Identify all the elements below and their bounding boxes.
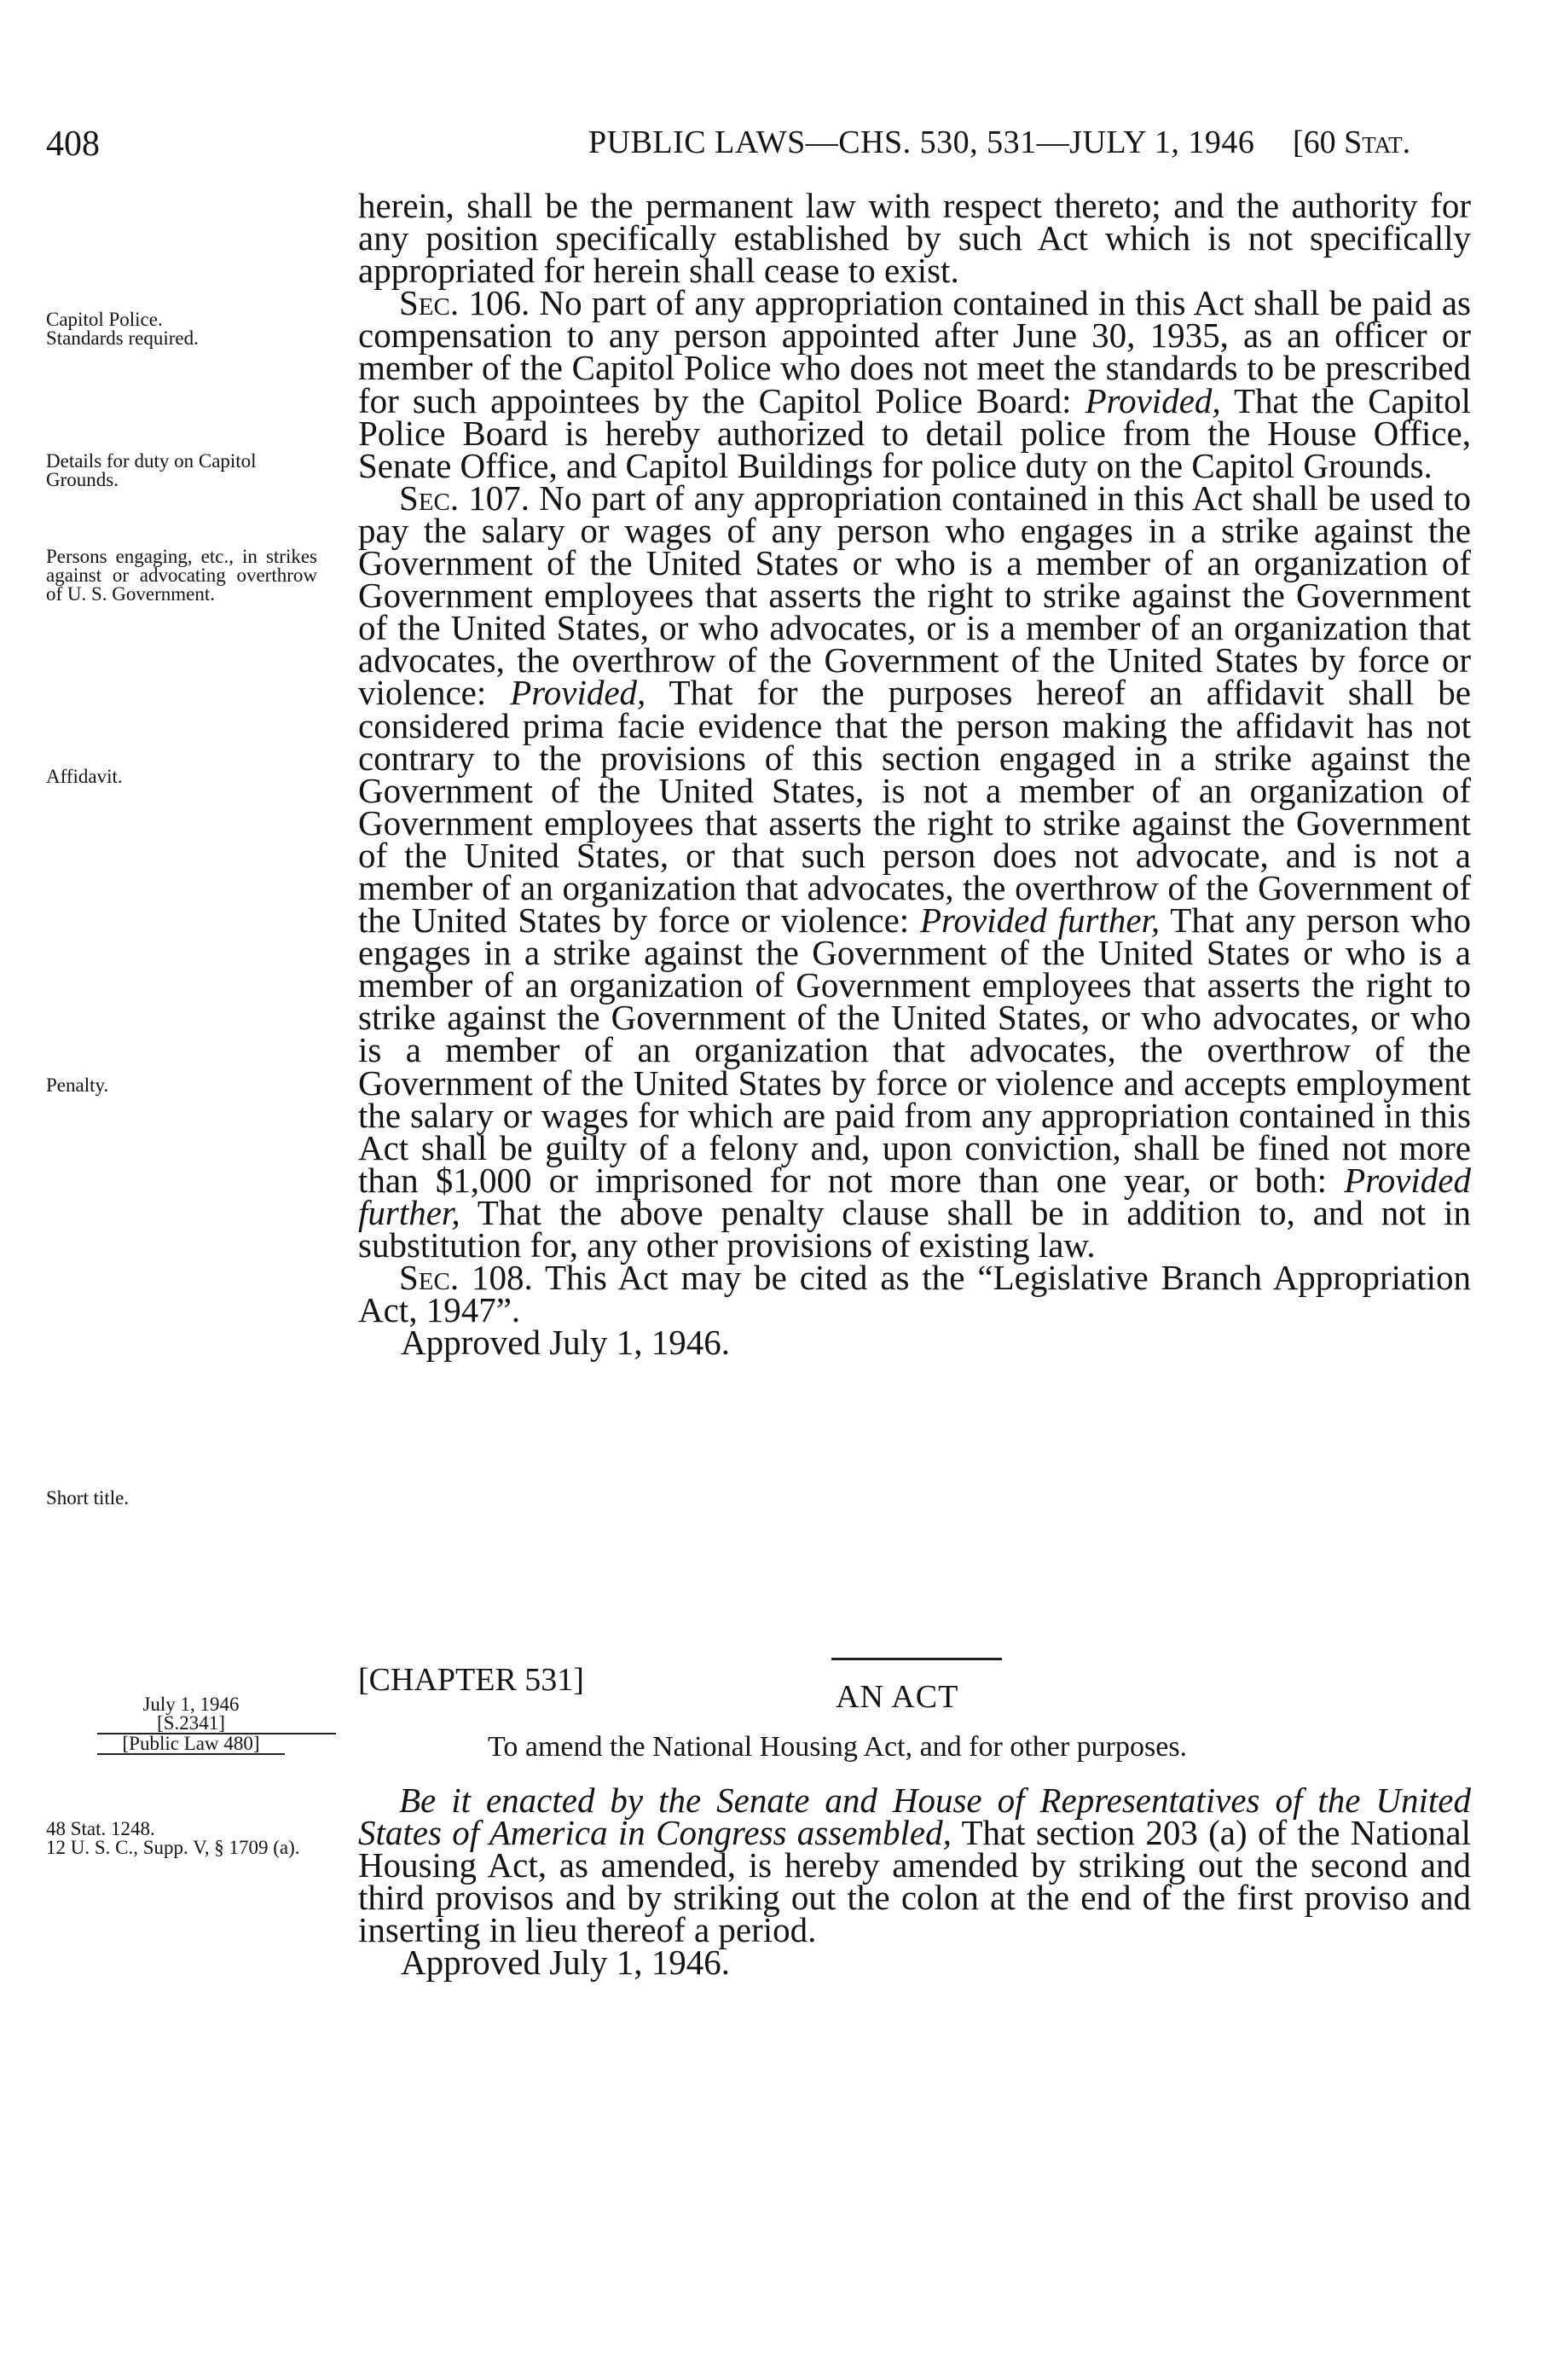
approval-date: July 1, 1946 [142, 1694, 240, 1715]
section-106 [358, 283, 1472, 485]
senate-bill: [S.2341] [157, 1712, 225, 1734]
margin-note-details-for-duty: Details for duty on Capitol Grounds. [46, 450, 257, 490]
an-act-heading: AN ACT [836, 1679, 959, 1715]
enacting-clause: Be it enacted by the Senate and House of Representatives of the United States of America in Congress assembled, [358, 1781, 1471, 1853]
running-title: PUBLIC LAWS—CHS. 530, 531—JULY 1, 1946 [588, 125, 1255, 160]
approval-line: Approved July 1, 1946. [401, 1943, 731, 1983]
margin-note-short-title: Short title. [46, 1487, 130, 1508]
section-text: That the above penalty clause shall be in addition to, and not in substitution for, any other provisions of existing law. [358, 1192, 1471, 1265]
section-label: Sec. [399, 283, 460, 323]
section-text: That the Capitol Police Board is hereby authorized to detail police from the House Office, Senate Office, and Capitol Buildings for police duty on the Capitol Grounds. [358, 380, 1472, 485]
act-purpose: To amend the National Housing Act, and for other purposes. [488, 1731, 1188, 1763]
margin-note-bill-info [46, 1695, 336, 1755]
margin-note-capitol-police [46, 310, 327, 348]
margin-note-citations [46, 1820, 327, 1857]
margin-note-penalty: Penalty. [46, 1074, 109, 1096]
margin-note-persons-engaging: Persons engaging, etc., in strikes against or advocating overthrow of U. S. Government. [46, 546, 317, 605]
citation: 12 U. S. C., Supp. V, § 1709 (a). [46, 1837, 300, 1858]
section-text: 106. No part of any appropriation contained in this Act shall be paid as compensation to any person appointed after June 30, 1935, as an officer or member of the Capitol Police who does not meet the standards to be prescribed for such appointees by the Capitol Police Board: [358, 283, 1471, 420]
chapter-heading: [CHAPTER 531] [358, 1662, 584, 1698]
opening-paragraph: herein, shall be the permanent law with respect thereto; and the authority for any position specifically established by such Act which is not specifically appropriated for herein shall cease to exist. [358, 186, 1471, 291]
enacting-paragraph [358, 1781, 1471, 1950]
margin-note-affidavit: Affidavit. [46, 766, 123, 787]
chapter-separator-rule [831, 1658, 1002, 1660]
chapter-531-body [358, 1781, 1471, 1983]
section-107 [358, 478, 1471, 1265]
provided-clause: Provided, [510, 673, 646, 713]
section-text: 107. No part of any appropriation contained in this Act shall be used to pay the salary or wages of any person who engages in a strike against the Government of the United States or who is a member of an organization of Government employees that asserts the right to strike against the Government of the United States, or who advocates, or is a member of an organization that advocates, the overthrow of the Government of the United States by force or violence: [358, 478, 1471, 713]
section-text: That section 203 (a) of the National Housing Act, as amended, is hereby amended by striking out the second and third provisos and by striking out the colon at the end of the first proviso and inserting in lieu thereof a period. [358, 1813, 1471, 1950]
page-number: 408 [46, 125, 100, 164]
section-label: Sec. [399, 1258, 460, 1298]
section-108 [358, 1258, 1471, 1330]
statute-reference: [60 Stat. [1293, 125, 1411, 160]
chapter-530-body [358, 186, 1472, 1363]
provided-further-clause: Provided further, [920, 900, 1161, 941]
approval-line: Approved July 1, 1946. [401, 1323, 731, 1363]
section-text: That any person who engages in a strike against the Government of the United States or who is a member of an organization of Government employees that asserts the right to strike against the Government of the United States, or who advocates, or who is a member of an organization that advocates, the overthrow of the Government of the United States by force or violence and accepts employment the salary or wages for which are paid from any appropriation contained in this Act shall be guilty of a felony and, upon conviction, shall be fined not more than $1,000 or imprisoned for not more than one year, or both: [358, 900, 1471, 1200]
margin-note-line: Standards required. [46, 327, 199, 349]
margin-note-line: Capitol Police. [46, 309, 163, 330]
section-label: Sec. [399, 478, 460, 518]
section-text: 108. This Act may be cited as the “Legislative Branch Appropriation Act, 1947”. [358, 1258, 1471, 1330]
section-text: That for the purposes hereof an affidavit shall be considered prima facie evidence that the person making the affidavit has not contrary to the provisions of this section engaged in a strike against the Government of the United States, is not a member of an organization of Government employees that asserts the right to strike against the Government of the United States, or that such person does not advocate, and is not a member of an organization that advocates, the overthrow of the Government of the United States by force or violence: [358, 673, 1471, 941]
public-law-number: [Public Law 480] [122, 1733, 260, 1754]
citation: 48 Stat. 1248. [46, 1818, 155, 1839]
provided-further-clause: Provided further, [358, 1160, 1471, 1232]
provided-clause: Provided, [1085, 380, 1221, 420]
